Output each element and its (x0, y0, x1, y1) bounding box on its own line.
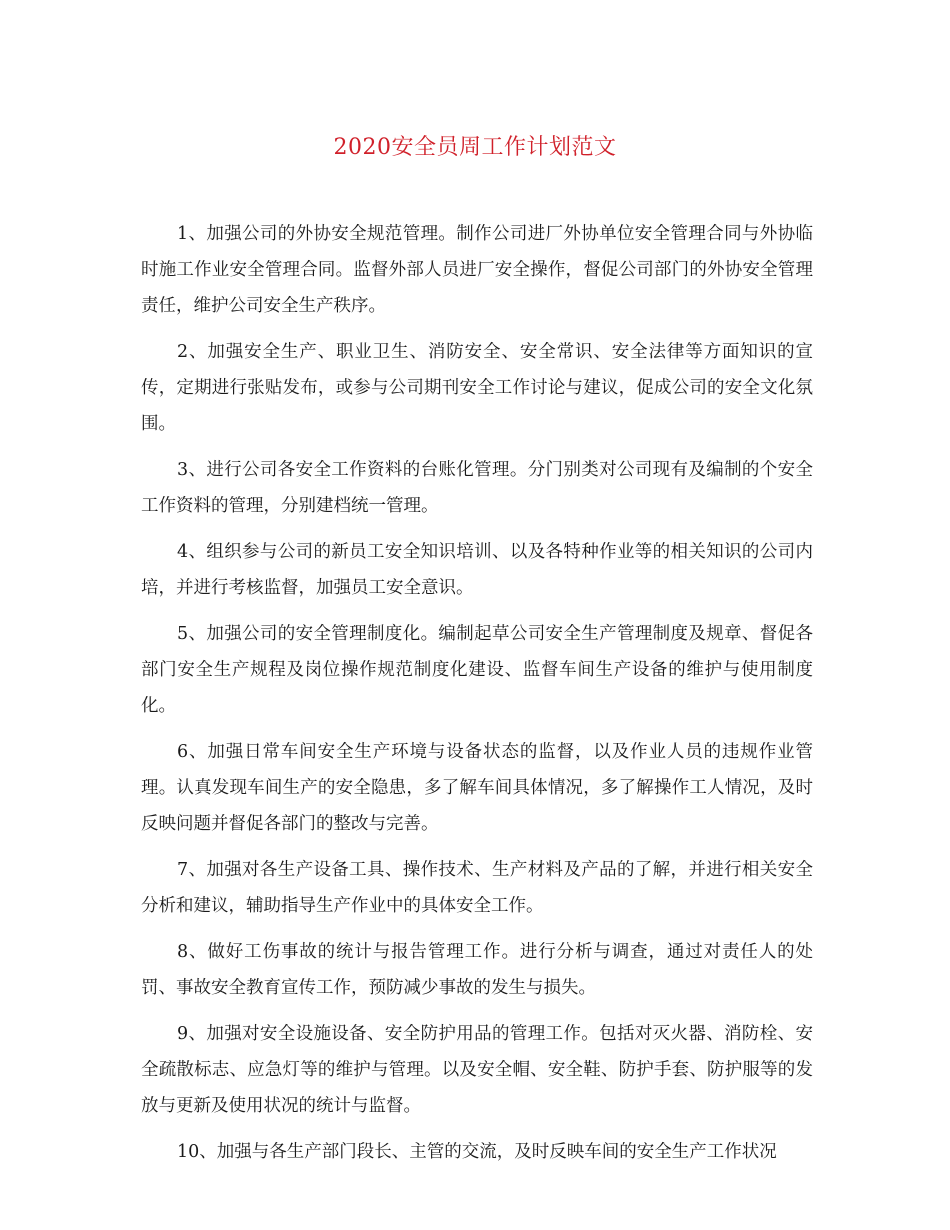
paragraph-7: 7、加强对各生产设备工具、操作技术、生产材料及产品的了解，并进行相关安全分析和建议，辅助指导生产作业中的具体安全工作。 (141, 860, 813, 916)
paragraph-6: 6、加强日常车间安全生产环境与设备状态的监督，以及作业人员的违规作业管理。认真发现车间生产的安全隐患，多了解车间具体情况，多了解操作工人情况，及时反映问题并督促各部门的整改与完善。 (141, 742, 813, 834)
paragraph-5: 5、加强公司的安全管理制度化。编制起草公司安全生产管理制度及规章、督促各部门安全生产规程及岗位操作规范制度化建设、监督车间生产设备的维护与使用制度化。 (141, 624, 813, 716)
paragraph-8: 8、做好工伤事故的统计与报告管理工作。进行分析与调查，通过对责任人的处罚、事故安全教育宣传工作，预防减少事故的发生与损失。 (141, 942, 813, 998)
paragraph-4: 4、组织参与公司的新员工安全知识培训、以及各特种作业等的相关知识的公司内培，并进行考核监督，加强员工安全意识。 (141, 542, 813, 598)
paragraph-9: 9、加强对安全设施设备、安全防护用品的管理工作。包括对灭火器、消防栓、安全疏散标志、应急灯等的维护与管理。以及安全帽、安全鞋、防护手套、防护服等的发放与更新及使用状况的统计与监督。 (141, 1024, 813, 1116)
paragraph-2: 2、加强安全生产、职业卫生、消防安全、安全常识、安全法律等方面知识的宣传，定期进行张贴发布，或参与公司期刊安全工作讨论与建议，促成公司的安全文化氛围。 (141, 342, 813, 434)
paragraph-10: 10、加强与各生产部门段长、主管的交流，及时反映车间的安全生产工作状况 (177, 1142, 777, 1162)
document-body (141, 216, 813, 1180)
paragraph-1: 1、加强公司的外协安全规范管理。制作公司进厂外协单位安全管理合同与外协临时施工作业安全管理合同。监督外部人员进厂安全操作，督促公司部门的外协安全管理责任，维护公司安全生产秩序。 (141, 224, 813, 316)
paragraph-3: 3、进行公司各安全工作资料的台账化管理。分门别类对公司现有及编制的个安全工作资料的管理，分别建档统一管理。 (141, 460, 813, 516)
document-title: 2020安全员周工作计划范文 (333, 135, 617, 160)
